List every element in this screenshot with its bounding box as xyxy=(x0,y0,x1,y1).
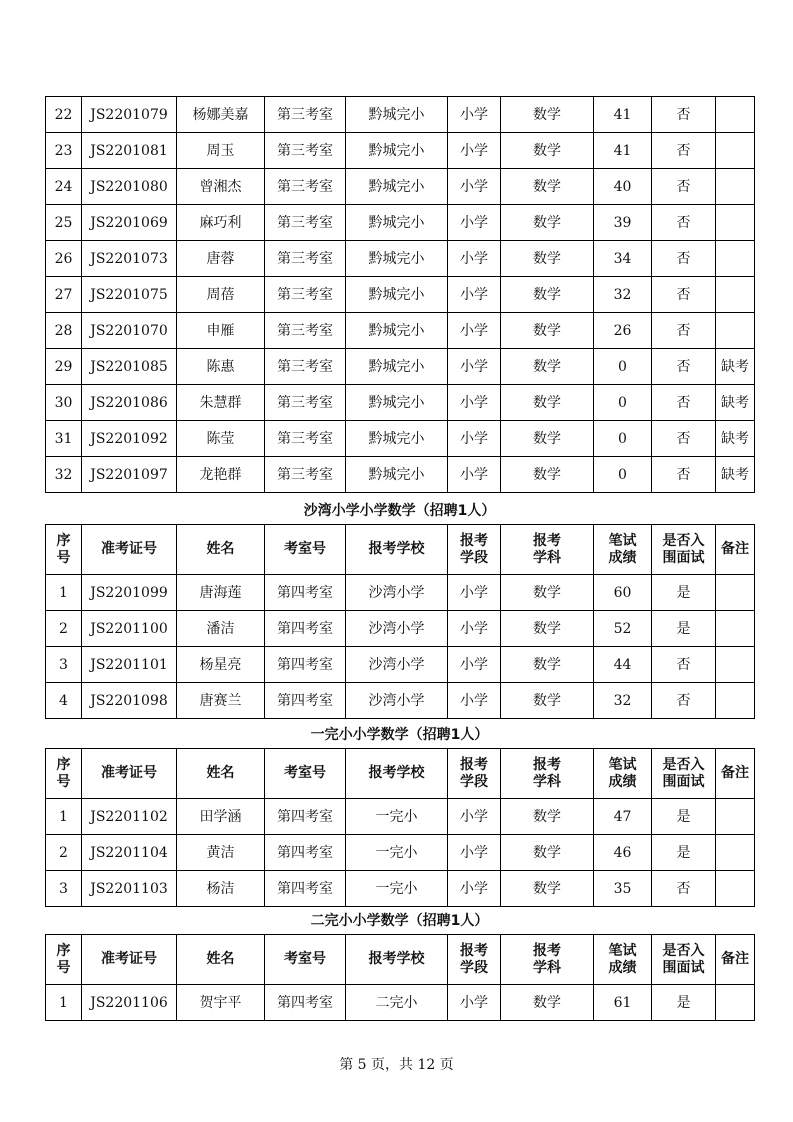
cell-school: 黔城完小 xyxy=(346,349,448,385)
cell-school: 黔城完小 xyxy=(346,133,448,169)
cell-index: 2 xyxy=(46,611,82,647)
cell-name: 杨娜美嘉 xyxy=(177,97,265,133)
cell-interview: 否 xyxy=(652,241,716,277)
table-row xyxy=(46,241,755,277)
header-exam-id: 准考证号 xyxy=(82,935,177,985)
page-footer: 第 5 页，共 12 页 xyxy=(339,1057,454,1073)
table-row xyxy=(46,985,755,1021)
table-row xyxy=(46,169,755,205)
cell-index: 25 xyxy=(46,205,82,241)
cell-school: 沙湾小学 xyxy=(346,611,448,647)
header-room: 考室号 xyxy=(265,525,346,575)
table-row xyxy=(46,575,755,611)
cell-school: 一完小 xyxy=(346,799,448,835)
table-row xyxy=(46,133,755,169)
cell-school: 一完小 xyxy=(346,871,448,907)
cell-remark xyxy=(716,313,755,349)
header-room: 考室号 xyxy=(265,749,346,799)
cell-remark xyxy=(716,169,755,205)
cell-name: 唐蓉 xyxy=(177,241,265,277)
cell-subject: 数学 xyxy=(501,97,594,133)
cell-interview: 否 xyxy=(652,457,716,493)
header-school: 报考学校 xyxy=(346,525,448,575)
cell-name: 申雁 xyxy=(177,313,265,349)
header-school: 报考学校 xyxy=(346,935,448,985)
cell-school: 黔城完小 xyxy=(346,205,448,241)
cell-level: 小学 xyxy=(448,457,501,493)
header-interview: 是否入 围面试 xyxy=(652,749,716,799)
cell-subject: 数学 xyxy=(501,611,594,647)
cell-school: 黔城完小 xyxy=(346,313,448,349)
cell-subject: 数学 xyxy=(501,575,594,611)
cell-score: 0 xyxy=(594,349,652,385)
cell-index: 4 xyxy=(46,683,82,719)
cell-subject: 数学 xyxy=(501,169,594,205)
cell-interview: 是 xyxy=(652,611,716,647)
cell-interview: 是 xyxy=(652,985,716,1021)
cell-index: 24 xyxy=(46,169,82,205)
cell-exam-id: JS2201097 xyxy=(82,457,177,493)
cell-name: 杨洁 xyxy=(177,871,265,907)
cell-name: 周蓓 xyxy=(177,277,265,313)
cell-score: 44 xyxy=(594,647,652,683)
cell-remark xyxy=(716,871,755,907)
cell-index: 26 xyxy=(46,241,82,277)
cell-index: 31 xyxy=(46,421,82,457)
cell-exam-id: JS2201092 xyxy=(82,421,177,457)
cell-subject: 数学 xyxy=(501,205,594,241)
cell-room: 第四考室 xyxy=(265,985,346,1021)
cell-school: 沙湾小学 xyxy=(346,683,448,719)
cell-exam-id: JS2201080 xyxy=(82,169,177,205)
cell-score: 34 xyxy=(594,241,652,277)
cell-exam-id: JS2201081 xyxy=(82,133,177,169)
cell-school: 沙湾小学 xyxy=(346,647,448,683)
cell-index: 3 xyxy=(46,871,82,907)
cell-interview: 否 xyxy=(652,313,716,349)
cell-remark: 缺考 xyxy=(716,457,755,493)
cell-level: 小学 xyxy=(448,385,501,421)
table-shawan-body xyxy=(46,575,755,719)
header-name: 姓名 xyxy=(177,749,265,799)
section-title-shawan: 沙湾小学小学数学（招聘1人） xyxy=(303,503,496,519)
cell-score: 32 xyxy=(594,277,652,313)
cell-remark: 缺考 xyxy=(716,349,755,385)
cell-remark xyxy=(716,575,755,611)
cell-name: 周玉 xyxy=(177,133,265,169)
cell-index: 3 xyxy=(46,647,82,683)
cell-interview: 否 xyxy=(652,871,716,907)
cell-room: 第四考室 xyxy=(265,799,346,835)
cell-remark xyxy=(716,985,755,1021)
cell-name: 陈莹 xyxy=(177,421,265,457)
cell-score: 61 xyxy=(594,985,652,1021)
cell-room: 第四考室 xyxy=(265,871,346,907)
table-row xyxy=(46,835,755,871)
cell-remark xyxy=(716,205,755,241)
table-row xyxy=(46,457,755,493)
cell-level: 小学 xyxy=(448,985,501,1021)
cell-exam-id: JS2201075 xyxy=(82,277,177,313)
cell-name: 龙艳群 xyxy=(177,457,265,493)
cell-subject: 数学 xyxy=(501,683,594,719)
table-row xyxy=(46,611,755,647)
cell-exam-id: JS2201085 xyxy=(82,349,177,385)
header-interview: 是否入 围面试 xyxy=(652,935,716,985)
cell-interview: 是 xyxy=(652,799,716,835)
cell-level: 小学 xyxy=(448,611,501,647)
table-shawan xyxy=(45,524,755,719)
cell-interview: 否 xyxy=(652,205,716,241)
cell-subject: 数学 xyxy=(501,871,594,907)
cell-school: 黔城完小 xyxy=(346,97,448,133)
table-row xyxy=(46,799,755,835)
cell-score: 40 xyxy=(594,169,652,205)
header-subject: 报考 学科 xyxy=(501,935,594,985)
header-remark: 备注 xyxy=(716,749,755,799)
cell-level: 小学 xyxy=(448,277,501,313)
cell-interview: 否 xyxy=(652,421,716,457)
cell-interview: 否 xyxy=(652,169,716,205)
cell-name: 潘洁 xyxy=(177,611,265,647)
header-name: 姓名 xyxy=(177,935,265,985)
cell-subject: 数学 xyxy=(501,313,594,349)
cell-name: 黄洁 xyxy=(177,835,265,871)
header-index: 序 号 xyxy=(46,935,82,985)
cell-remark xyxy=(716,799,755,835)
cell-subject: 数学 xyxy=(501,349,594,385)
cell-remark xyxy=(716,97,755,133)
cell-interview: 否 xyxy=(652,277,716,313)
table-row xyxy=(46,421,755,457)
cell-interview: 否 xyxy=(652,647,716,683)
cell-name: 朱慧群 xyxy=(177,385,265,421)
cell-remark: 缺考 xyxy=(716,421,755,457)
header-index: 序 号 xyxy=(46,749,82,799)
cell-index: 22 xyxy=(46,97,82,133)
cell-interview: 否 xyxy=(652,385,716,421)
header-room: 考室号 xyxy=(265,935,346,985)
cell-level: 小学 xyxy=(448,647,501,683)
cell-room: 第四考室 xyxy=(265,835,346,871)
cell-room: 第四考室 xyxy=(265,575,346,611)
cell-subject: 数学 xyxy=(501,385,594,421)
header-remark: 备注 xyxy=(716,935,755,985)
cell-subject: 数学 xyxy=(501,421,594,457)
cell-level: 小学 xyxy=(448,241,501,277)
cell-remark xyxy=(716,611,755,647)
cell-level: 小学 xyxy=(448,133,501,169)
table-row xyxy=(46,277,755,313)
cell-score: 60 xyxy=(594,575,652,611)
header-row xyxy=(46,525,755,575)
cell-exam-id: JS2201104 xyxy=(82,835,177,871)
cell-score: 41 xyxy=(594,97,652,133)
cell-subject: 数学 xyxy=(501,647,594,683)
cell-school: 黔城完小 xyxy=(346,457,448,493)
cell-remark: 缺考 xyxy=(716,385,755,421)
cell-school: 一完小 xyxy=(346,835,448,871)
cell-index: 29 xyxy=(46,349,82,385)
cell-index: 1 xyxy=(46,575,82,611)
cell-name: 杨星亮 xyxy=(177,647,265,683)
cell-level: 小学 xyxy=(448,313,501,349)
cell-score: 47 xyxy=(594,799,652,835)
cell-subject: 数学 xyxy=(501,799,594,835)
cell-room: 第三考室 xyxy=(265,133,346,169)
table-continued xyxy=(45,96,755,493)
header-subject: 报考 学科 xyxy=(501,525,594,575)
cell-remark xyxy=(716,835,755,871)
cell-score: 0 xyxy=(594,421,652,457)
header-score: 笔试 成绩 xyxy=(594,935,652,985)
header-score: 笔试 成绩 xyxy=(594,525,652,575)
cell-room: 第三考室 xyxy=(265,385,346,421)
cell-room: 第四考室 xyxy=(265,683,346,719)
cell-school: 黔城完小 xyxy=(346,277,448,313)
cell-interview: 否 xyxy=(652,349,716,385)
cell-score: 0 xyxy=(594,457,652,493)
header-name: 姓名 xyxy=(177,525,265,575)
cell-score: 26 xyxy=(594,313,652,349)
cell-exam-id: JS2201099 xyxy=(82,575,177,611)
header-exam-id: 准考证号 xyxy=(82,749,177,799)
table-row xyxy=(46,313,755,349)
cell-remark xyxy=(716,277,755,313)
cell-level: 小学 xyxy=(448,97,501,133)
cell-exam-id: JS2201106 xyxy=(82,985,177,1021)
cell-interview: 是 xyxy=(652,835,716,871)
cell-level: 小学 xyxy=(448,871,501,907)
table-row xyxy=(46,205,755,241)
table-row xyxy=(46,647,755,683)
cell-school: 二完小 xyxy=(346,985,448,1021)
cell-room: 第三考室 xyxy=(265,241,346,277)
cell-score: 52 xyxy=(594,611,652,647)
cell-score: 46 xyxy=(594,835,652,871)
cell-room: 第三考室 xyxy=(265,97,346,133)
table-row xyxy=(46,683,755,719)
cell-interview: 是 xyxy=(652,575,716,611)
header-level: 报考 学段 xyxy=(448,749,501,799)
table-erwanxiao-body xyxy=(46,985,755,1021)
header-row xyxy=(46,749,755,799)
cell-exam-id: JS2201086 xyxy=(82,385,177,421)
cell-remark xyxy=(716,647,755,683)
cell-subject: 数学 xyxy=(501,133,594,169)
cell-name: 唐海莲 xyxy=(177,575,265,611)
table-row xyxy=(46,97,755,133)
header-interview: 是否入 围面试 xyxy=(652,525,716,575)
cell-score: 0 xyxy=(594,385,652,421)
cell-index: 28 xyxy=(46,313,82,349)
cell-room: 第三考室 xyxy=(265,313,346,349)
cell-level: 小学 xyxy=(448,575,501,611)
cell-level: 小学 xyxy=(448,683,501,719)
cell-school: 沙湾小学 xyxy=(346,575,448,611)
cell-name: 贺宇平 xyxy=(177,985,265,1021)
cell-exam-id: JS2201102 xyxy=(82,799,177,835)
cell-score: 41 xyxy=(594,133,652,169)
cell-subject: 数学 xyxy=(501,985,594,1021)
table-row xyxy=(46,385,755,421)
cell-index: 1 xyxy=(46,985,82,1021)
cell-room: 第三考室 xyxy=(265,277,346,313)
cell-score: 39 xyxy=(594,205,652,241)
cell-name: 曾湘杰 xyxy=(177,169,265,205)
cell-subject: 数学 xyxy=(501,457,594,493)
header-score: 笔试 成绩 xyxy=(594,749,652,799)
cell-exam-id: JS2201070 xyxy=(82,313,177,349)
header-level: 报考 学段 xyxy=(448,525,501,575)
cell-level: 小学 xyxy=(448,835,501,871)
cell-room: 第三考室 xyxy=(265,421,346,457)
cell-school: 黔城完小 xyxy=(346,385,448,421)
table-continued-body xyxy=(46,97,755,493)
cell-exam-id: JS2201079 xyxy=(82,97,177,133)
cell-exam-id: JS2201098 xyxy=(82,683,177,719)
cell-school: 黔城完小 xyxy=(346,169,448,205)
header-level: 报考 学段 xyxy=(448,935,501,985)
cell-index: 32 xyxy=(46,457,82,493)
cell-index: 30 xyxy=(46,385,82,421)
cell-exam-id: JS2201073 xyxy=(82,241,177,277)
cell-interview: 否 xyxy=(652,683,716,719)
table-yiwanxiao-body xyxy=(46,799,755,907)
cell-interview: 否 xyxy=(652,97,716,133)
cell-level: 小学 xyxy=(448,421,501,457)
cell-index: 2 xyxy=(46,835,82,871)
section-title-erwanxiao: 二完小小学数学（招聘1人） xyxy=(310,913,489,929)
cell-exam-id: JS2201103 xyxy=(82,871,177,907)
cell-exam-id: JS2201069 xyxy=(82,205,177,241)
header-remark: 备注 xyxy=(716,525,755,575)
section-title-yiwanxiao: 一完小小学数学（招聘1人） xyxy=(310,727,489,743)
cell-room: 第三考室 xyxy=(265,205,346,241)
cell-index: 23 xyxy=(46,133,82,169)
cell-interview: 否 xyxy=(652,133,716,169)
cell-exam-id: JS2201101 xyxy=(82,647,177,683)
cell-index: 27 xyxy=(46,277,82,313)
cell-score: 35 xyxy=(594,871,652,907)
header-index: 序 号 xyxy=(46,525,82,575)
table-row xyxy=(46,871,755,907)
cell-name: 麻巧利 xyxy=(177,205,265,241)
header-subject: 报考 学科 xyxy=(501,749,594,799)
table-row xyxy=(46,349,755,385)
cell-level: 小学 xyxy=(448,169,501,205)
cell-room: 第三考室 xyxy=(265,349,346,385)
cell-index: 1 xyxy=(46,799,82,835)
cell-school: 黔城完小 xyxy=(346,421,448,457)
table-yiwanxiao xyxy=(45,748,755,907)
cell-level: 小学 xyxy=(448,205,501,241)
table-erwanxiao xyxy=(45,934,755,1021)
cell-remark xyxy=(716,683,755,719)
cell-remark xyxy=(716,133,755,169)
cell-subject: 数学 xyxy=(501,835,594,871)
cell-remark xyxy=(716,241,755,277)
cell-score: 32 xyxy=(594,683,652,719)
cell-exam-id: JS2201100 xyxy=(82,611,177,647)
cell-room: 第四考室 xyxy=(265,647,346,683)
cell-name: 唐赛兰 xyxy=(177,683,265,719)
cell-level: 小学 xyxy=(448,349,501,385)
header-exam-id: 准考证号 xyxy=(82,525,177,575)
cell-level: 小学 xyxy=(448,799,501,835)
cell-room: 第三考室 xyxy=(265,169,346,205)
cell-school: 黔城完小 xyxy=(346,241,448,277)
header-row xyxy=(46,935,755,985)
cell-subject: 数学 xyxy=(501,277,594,313)
cell-room: 第四考室 xyxy=(265,611,346,647)
cell-name: 田学涵 xyxy=(177,799,265,835)
cell-room: 第三考室 xyxy=(265,457,346,493)
header-school: 报考学校 xyxy=(346,749,448,799)
cell-name: 陈惠 xyxy=(177,349,265,385)
cell-subject: 数学 xyxy=(501,241,594,277)
